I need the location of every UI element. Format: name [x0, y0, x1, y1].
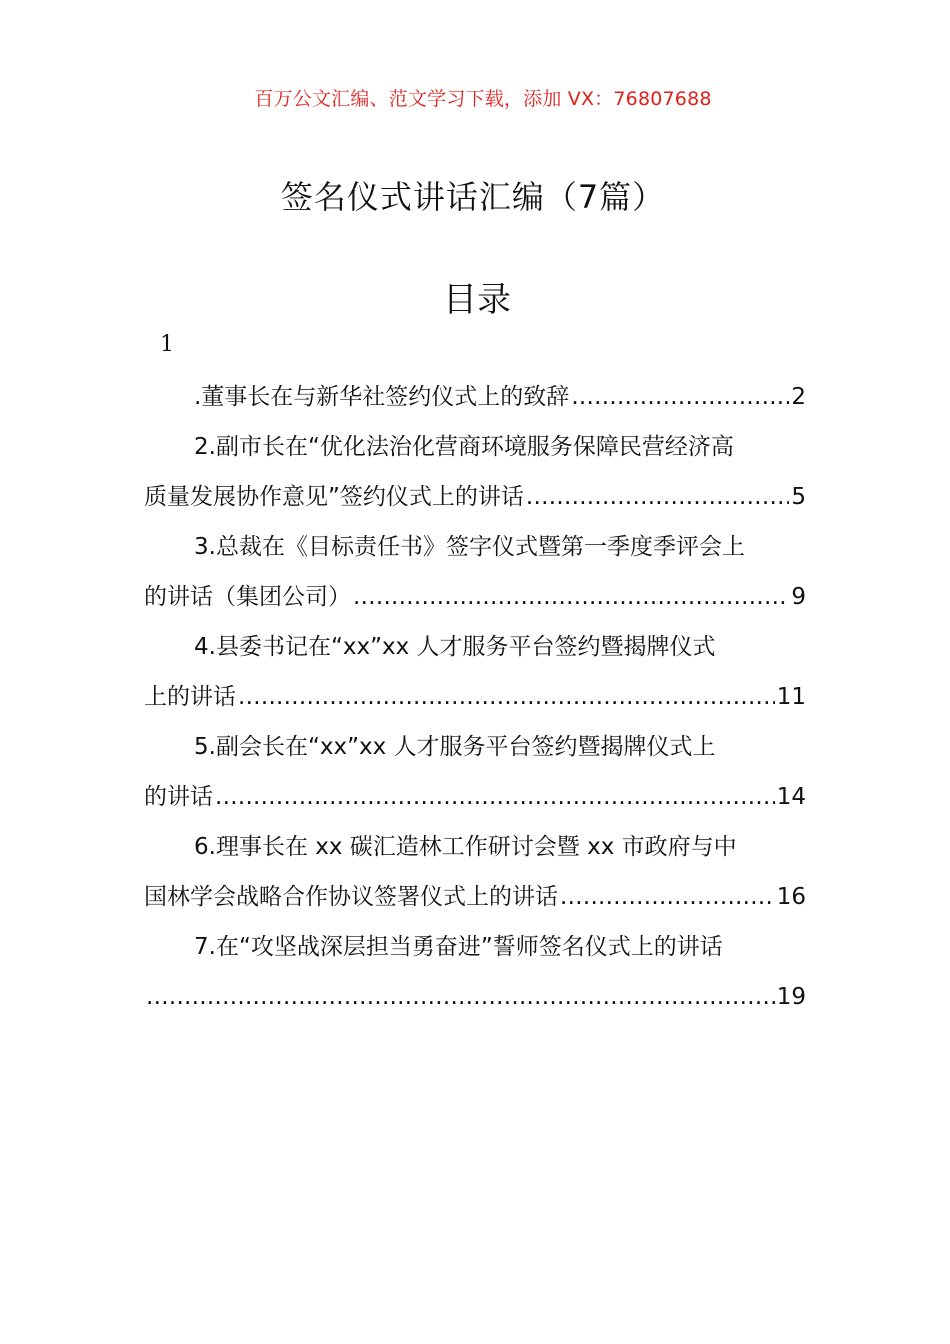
- toc-entry-final-line: [144, 572, 806, 622]
- toc-page-number: 2: [791, 384, 806, 410]
- toc-dot-leader: [215, 772, 775, 822]
- toc-entry-title-line: 上的讲话: [144, 684, 236, 710]
- toc-entry-final-line: [144, 372, 806, 422]
- toc-dot-leader: [353, 572, 789, 622]
- toc-entry-final-line: [144, 972, 806, 1022]
- toc-page-number: 19: [776, 984, 806, 1010]
- toc-entry-final-line: [144, 672, 806, 722]
- toc-entry-final-line: [144, 872, 806, 922]
- toc-page-number: 16: [776, 884, 806, 910]
- toc-entry[interactable]: [144, 522, 806, 622]
- header-download-note: 百万公文汇编、范文学习下载，添加 VX：76807688: [254, 88, 712, 110]
- toc-dot-leader: [238, 672, 775, 722]
- table-of-contents: [144, 372, 806, 1022]
- toc-page-number: 9: [791, 584, 806, 610]
- toc-entry[interactable]: [144, 422, 806, 522]
- toc-dot-leader: [560, 872, 775, 922]
- toc-page-number: 11: [776, 684, 806, 710]
- document-title: 签名仪式讲话汇编（7篇）: [280, 178, 666, 216]
- toc-entry-title-line: 的讲话: [144, 784, 213, 810]
- stray-page-mark: 1: [160, 332, 174, 357]
- toc-page-number: 5: [791, 484, 806, 510]
- toc-dot-leader: [571, 372, 789, 422]
- toc-entry[interactable]: [144, 822, 806, 922]
- toc-entry-title-line: 国林学会战略合作协议签署仪式上的讲话: [144, 884, 558, 910]
- toc-entry-title-line: 的讲话（集团公司）: [144, 584, 351, 610]
- toc-entry-title-line: 5.副会长在“xx”xx 人才服务平台签约暨揭牌仪式上: [194, 734, 716, 760]
- toc-entry[interactable]: [144, 922, 806, 1022]
- toc-dot-leader: [146, 972, 775, 1022]
- toc-entry-final-line: [144, 772, 806, 822]
- toc-heading: 目录: [443, 280, 511, 320]
- toc-entry-title-line: 3.总裁在《目标责任书》签字仪式暨第一季度季评会上: [194, 534, 745, 560]
- toc-entry-title-line: 2.副市长在“优化法治化营商环境服务保障民营经济高: [194, 434, 734, 460]
- toc-page-number: 14: [776, 784, 806, 810]
- toc-entry-title-line: 6.理事长在 xx 碳汇造林工作研讨会暨 xx 市政府与中: [194, 834, 737, 860]
- toc-entry-title-line: 4.县委书记在“xx”xx 人才服务平台签约暨揭牌仪式: [194, 634, 716, 660]
- toc-dot-leader: [526, 472, 789, 522]
- toc-entry-title-line: 7.在“攻坚战深层担当勇奋进”誓师签名仪式上的讲话: [194, 934, 723, 960]
- toc-entry-final-line: [144, 472, 806, 522]
- toc-entry[interactable]: [144, 372, 806, 422]
- toc-entry-title-line: 质量发展协作意见”签约仪式上的讲话: [144, 484, 524, 510]
- toc-entry[interactable]: [144, 722, 806, 822]
- toc-entry-title-line: .董事长在与新华社签约仪式上的致辞: [194, 384, 570, 410]
- toc-entry[interactable]: [144, 622, 806, 722]
